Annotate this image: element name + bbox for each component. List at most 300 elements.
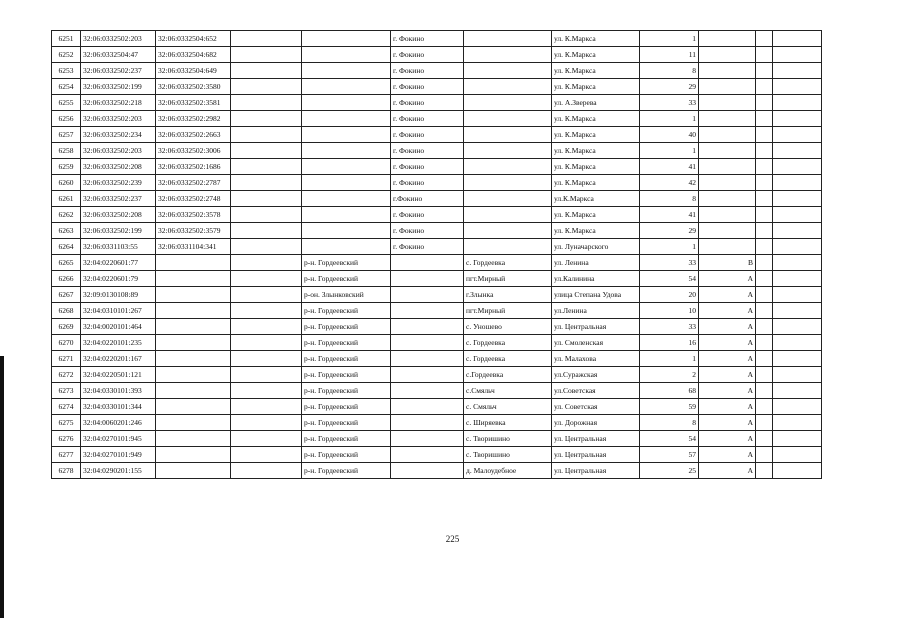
- settlement: с.Гордеевка: [464, 367, 552, 383]
- cadastral-number-2: 32:06:0332502:2748: [156, 191, 231, 207]
- empty-cell: [773, 191, 822, 207]
- empty-cell: [231, 143, 302, 159]
- empty-cell: [773, 415, 822, 431]
- settlement: г.Злынка: [464, 287, 552, 303]
- cadastral-number-2: 32:06:0332502:3578: [156, 207, 231, 223]
- settlement: с.Смяльч: [464, 383, 552, 399]
- empty-cell: [773, 143, 822, 159]
- city: [391, 447, 464, 463]
- empty-cell: [231, 303, 302, 319]
- house-number: 33: [640, 95, 699, 111]
- district: р-н. Гордеевский: [302, 367, 391, 383]
- settlement: [464, 111, 552, 127]
- category: А: [699, 431, 756, 447]
- scan-edge: [0, 356, 4, 618]
- settlement: [464, 239, 552, 255]
- district: р-он. Злынковский: [302, 287, 391, 303]
- house-number: 40: [640, 127, 699, 143]
- cadastral-number: 32:06:0332502:208: [81, 207, 156, 223]
- cadastral-number: 32:06:0332502:199: [81, 79, 156, 95]
- empty-cell: [231, 111, 302, 127]
- city: г.Фокино: [391, 191, 464, 207]
- category: А: [699, 303, 756, 319]
- street: ул. К.Маркса: [552, 111, 640, 127]
- city: г. Фокино: [391, 47, 464, 63]
- street: ул. Ленина: [552, 255, 640, 271]
- table-row: [52, 399, 822, 415]
- city: [391, 463, 464, 479]
- category: [699, 207, 756, 223]
- street: ул. К.Маркса: [552, 159, 640, 175]
- district: [302, 79, 391, 95]
- empty-cell: [231, 287, 302, 303]
- house-number: 41: [640, 207, 699, 223]
- settlement: [464, 143, 552, 159]
- district: [302, 159, 391, 175]
- cadastral-number-2: [156, 415, 231, 431]
- district: р-н. Гордеевский: [302, 303, 391, 319]
- cadastral-number-2: 32:06:0332502:3581: [156, 95, 231, 111]
- cadastral-number: 32:06:0332504:47: [81, 47, 156, 63]
- empty-cell: [231, 239, 302, 255]
- empty-cell: [756, 239, 773, 255]
- street: ул. Луначарского: [552, 239, 640, 255]
- cadastral-number: 32:04:0060201:246: [81, 415, 156, 431]
- cadastral-number-2: 32:06:0332504:652: [156, 31, 231, 47]
- street: ул.К.Маркса: [552, 191, 640, 207]
- cadastral-number: 32:04:0220201:167: [81, 351, 156, 367]
- cadastral-number: 32:06:0331103:55: [81, 239, 156, 255]
- category: А: [699, 271, 756, 287]
- empty-cell: [231, 431, 302, 447]
- cadastral-number: 32:04:0220101:235: [81, 335, 156, 351]
- settlement: с. Гордеевка: [464, 335, 552, 351]
- table-row: [52, 319, 822, 335]
- district: [302, 63, 391, 79]
- street: ул. К.Маркса: [552, 79, 640, 95]
- city: г. Фокино: [391, 111, 464, 127]
- empty-cell: [773, 175, 822, 191]
- cadastral-number: 32:06:0332502:203: [81, 143, 156, 159]
- empty-cell: [231, 191, 302, 207]
- cadastral-number: 32:04:0270101:949: [81, 447, 156, 463]
- district: [302, 223, 391, 239]
- cadastral-number-2: [156, 271, 231, 287]
- table-row: [52, 159, 822, 175]
- table-row: [52, 63, 822, 79]
- empty-cell: [773, 223, 822, 239]
- empty-cell: [756, 47, 773, 63]
- city: [391, 351, 464, 367]
- settlement: [464, 127, 552, 143]
- city: г. Фокино: [391, 127, 464, 143]
- category: А: [699, 351, 756, 367]
- cadastral-number: 32:04:0220501:121: [81, 367, 156, 383]
- empty-cell: [231, 159, 302, 175]
- empty-cell: [756, 399, 773, 415]
- settlement: [464, 191, 552, 207]
- cadastral-number: 32:06:0332502:203: [81, 31, 156, 47]
- table-row: [52, 367, 822, 383]
- house-number: 11: [640, 47, 699, 63]
- empty-cell: [231, 367, 302, 383]
- empty-cell: [231, 383, 302, 399]
- category: [699, 159, 756, 175]
- empty-cell: [756, 63, 773, 79]
- district: р-н. Гордеевский: [302, 319, 391, 335]
- house-number: 10: [640, 303, 699, 319]
- house-number: 33: [640, 319, 699, 335]
- row-number: 6268: [52, 303, 81, 319]
- cadastral-number-2: 32:06:0332502:3579: [156, 223, 231, 239]
- street: ул. Советская: [552, 399, 640, 415]
- cadastral-number-2: [156, 351, 231, 367]
- empty-cell: [773, 319, 822, 335]
- settlement: пгт.Мирный: [464, 303, 552, 319]
- street: ул.Ленина: [552, 303, 640, 319]
- cadastral-number-2: 32:06:0332502:3580: [156, 79, 231, 95]
- category: [699, 95, 756, 111]
- table-row: [52, 271, 822, 287]
- row-number: 6266: [52, 271, 81, 287]
- cadastral-number: 32:06:0332502:234: [81, 127, 156, 143]
- category: [699, 127, 756, 143]
- street: ул. К.Маркса: [552, 175, 640, 191]
- district: р-н. Гордеевский: [302, 335, 391, 351]
- category: А: [699, 447, 756, 463]
- settlement: [464, 95, 552, 111]
- street: ул. Центральная: [552, 447, 640, 463]
- row-number: 6274: [52, 399, 81, 415]
- row-number: 6253: [52, 63, 81, 79]
- house-number: 8: [640, 415, 699, 431]
- category: А: [699, 415, 756, 431]
- row-number: 6273: [52, 383, 81, 399]
- settlement: [464, 175, 552, 191]
- empty-cell: [773, 111, 822, 127]
- district: р-н. Гордеевский: [302, 399, 391, 415]
- table-row: [52, 175, 822, 191]
- empty-cell: [756, 383, 773, 399]
- empty-cell: [773, 367, 822, 383]
- cadastral-number-2: 32:06:0332502:1686: [156, 159, 231, 175]
- district: р-н. Гордеевский: [302, 351, 391, 367]
- district: р-н. Гордеевский: [302, 383, 391, 399]
- cadastral-number-2: [156, 319, 231, 335]
- house-number: 1: [640, 351, 699, 367]
- empty-cell: [773, 447, 822, 463]
- row-number: 6256: [52, 111, 81, 127]
- district: р-н. Гордеевский: [302, 447, 391, 463]
- settlement: д. Малоудебное: [464, 463, 552, 479]
- city: [391, 287, 464, 303]
- house-number: 8: [640, 191, 699, 207]
- table-row: [52, 415, 822, 431]
- house-number: 1: [640, 239, 699, 255]
- empty-cell: [773, 95, 822, 111]
- category: [699, 63, 756, 79]
- table-row: [52, 303, 822, 319]
- cadastral-number: 32:06:0332502:237: [81, 63, 156, 79]
- table-row: [52, 31, 822, 47]
- category: [699, 175, 756, 191]
- table-row: [52, 127, 822, 143]
- row-number: 6261: [52, 191, 81, 207]
- settlement: [464, 159, 552, 175]
- empty-cell: [773, 431, 822, 447]
- empty-cell: [231, 399, 302, 415]
- empty-cell: [773, 127, 822, 143]
- house-number: 54: [640, 431, 699, 447]
- street: ул. К.Маркса: [552, 127, 640, 143]
- row-number: 6258: [52, 143, 81, 159]
- cadastral-number: 32:04:0330101:344: [81, 399, 156, 415]
- row-number: 6255: [52, 95, 81, 111]
- cadastral-number-2: [156, 431, 231, 447]
- house-number: 42: [640, 175, 699, 191]
- empty-cell: [773, 351, 822, 367]
- empty-cell: [756, 463, 773, 479]
- settlement: с. Гордеевка: [464, 255, 552, 271]
- empty-cell: [773, 159, 822, 175]
- district: [302, 175, 391, 191]
- empty-cell: [756, 447, 773, 463]
- district: р-н. Гордеевский: [302, 431, 391, 447]
- street: ул. Центральная: [552, 319, 640, 335]
- cadastral-number-2: 32:06:0332502:3006: [156, 143, 231, 159]
- empty-cell: [231, 335, 302, 351]
- settlement: с. Творишино: [464, 447, 552, 463]
- district: р-н. Гордеевский: [302, 255, 391, 271]
- district: [302, 143, 391, 159]
- table-row: [52, 143, 822, 159]
- table-row: [52, 447, 822, 463]
- row-number: 6257: [52, 127, 81, 143]
- city: г. Фокино: [391, 159, 464, 175]
- empty-cell: [756, 287, 773, 303]
- district: [302, 31, 391, 47]
- empty-cell: [756, 191, 773, 207]
- row-number: 6262: [52, 207, 81, 223]
- house-number: 68: [640, 383, 699, 399]
- table-row: [52, 191, 822, 207]
- page-number: 225: [445, 534, 460, 544]
- row-number: 6272: [52, 367, 81, 383]
- row-number: 6251: [52, 31, 81, 47]
- settlement: [464, 63, 552, 79]
- district: [302, 207, 391, 223]
- empty-cell: [773, 303, 822, 319]
- empty-cell: [231, 415, 302, 431]
- house-number: 41: [640, 159, 699, 175]
- cadastral-number: 32:04:0270101:945: [81, 431, 156, 447]
- table-row: [52, 351, 822, 367]
- house-number: 29: [640, 79, 699, 95]
- empty-cell: [756, 367, 773, 383]
- city: г. Фокино: [391, 175, 464, 191]
- table-row: [52, 95, 822, 111]
- table-row: [52, 239, 822, 255]
- row-number: 6271: [52, 351, 81, 367]
- cadastral-number-2: [156, 255, 231, 271]
- settlement: [464, 223, 552, 239]
- city: г. Фокино: [391, 79, 464, 95]
- cadastral-number: 32:04:0220601:79: [81, 271, 156, 287]
- category: [699, 111, 756, 127]
- row-number: 6275: [52, 415, 81, 431]
- empty-cell: [773, 79, 822, 95]
- cadastral-number-2: 32:06:0331104:341: [156, 239, 231, 255]
- empty-cell: [231, 207, 302, 223]
- street: ул. К.Маркса: [552, 63, 640, 79]
- city: [391, 383, 464, 399]
- row-number: 6264: [52, 239, 81, 255]
- street: ул. К.Маркса: [552, 47, 640, 63]
- cadastral-number: 32:09:0130108:89: [81, 287, 156, 303]
- empty-cell: [756, 351, 773, 367]
- street: ул. К.Маркса: [552, 143, 640, 159]
- house-number: 29: [640, 223, 699, 239]
- city: [391, 303, 464, 319]
- empty-cell: [231, 351, 302, 367]
- empty-cell: [773, 463, 822, 479]
- house-number: 20: [640, 287, 699, 303]
- settlement: с. Ширяевка: [464, 415, 552, 431]
- city: [391, 271, 464, 287]
- empty-cell: [756, 143, 773, 159]
- row-number: 6254: [52, 79, 81, 95]
- category: А: [699, 287, 756, 303]
- empty-cell: [231, 47, 302, 63]
- cadastral-number-2: [156, 303, 231, 319]
- table-row: [52, 383, 822, 399]
- empty-cell: [756, 31, 773, 47]
- cadastral-number-2: 32:06:0332502:2982: [156, 111, 231, 127]
- settlement: с. Гордеевка: [464, 351, 552, 367]
- empty-cell: [773, 239, 822, 255]
- settlement: [464, 79, 552, 95]
- table-row: [52, 207, 822, 223]
- category: А: [699, 463, 756, 479]
- category: А: [699, 335, 756, 351]
- empty-cell: [756, 335, 773, 351]
- cadastral-number: 32:04:0310101:267: [81, 303, 156, 319]
- category: [699, 47, 756, 63]
- empty-cell: [756, 415, 773, 431]
- empty-cell: [756, 127, 773, 143]
- street: ул. К.Маркса: [552, 223, 640, 239]
- district: р-н. Гордеевский: [302, 463, 391, 479]
- house-number: 57: [640, 447, 699, 463]
- category: [699, 191, 756, 207]
- settlement: пгт.Мирный: [464, 271, 552, 287]
- row-number: 6263: [52, 223, 81, 239]
- city: г. Фокино: [391, 31, 464, 47]
- street: ул.Советская: [552, 383, 640, 399]
- district: р-н. Гордеевский: [302, 415, 391, 431]
- city: [391, 335, 464, 351]
- cadastral-number: 32:06:0332502:239: [81, 175, 156, 191]
- empty-cell: [773, 31, 822, 47]
- table-row: [52, 79, 822, 95]
- city: [391, 415, 464, 431]
- settlement: с. Уношево: [464, 319, 552, 335]
- street: ул. Дорожная: [552, 415, 640, 431]
- table-row: [52, 335, 822, 351]
- empty-cell: [756, 303, 773, 319]
- row-number: 6270: [52, 335, 81, 351]
- district: [302, 191, 391, 207]
- row-number: 6276: [52, 431, 81, 447]
- row-number: 6265: [52, 255, 81, 271]
- district: [302, 111, 391, 127]
- empty-cell: [756, 207, 773, 223]
- street: ул. К.Маркса: [552, 207, 640, 223]
- cadastral-number: 32:04:0220601:77: [81, 255, 156, 271]
- street: ул.Калинина: [552, 271, 640, 287]
- city: г. Фокино: [391, 143, 464, 159]
- empty-cell: [231, 463, 302, 479]
- street: ул. Малахова: [552, 351, 640, 367]
- street: ул.Суражская: [552, 367, 640, 383]
- category: А: [699, 399, 756, 415]
- settlement: [464, 31, 552, 47]
- street: ул. Центральная: [552, 463, 640, 479]
- street: ул. Центральная: [552, 431, 640, 447]
- city: г. Фокино: [391, 207, 464, 223]
- empty-cell: [231, 447, 302, 463]
- house-number: 1: [640, 111, 699, 127]
- empty-cell: [231, 63, 302, 79]
- empty-cell: [756, 95, 773, 111]
- cadastral-number-2: [156, 399, 231, 415]
- house-number: 1: [640, 143, 699, 159]
- empty-cell: [231, 79, 302, 95]
- row-number: 6252: [52, 47, 81, 63]
- district: [302, 239, 391, 255]
- city: г. Фокино: [391, 223, 464, 239]
- cadastral-number-2: [156, 287, 231, 303]
- street: ул. Смоленская: [552, 335, 640, 351]
- table-row: [52, 255, 822, 271]
- category: А: [699, 319, 756, 335]
- row-number: 6260: [52, 175, 81, 191]
- empty-cell: [231, 175, 302, 191]
- empty-cell: [231, 127, 302, 143]
- empty-cell: [756, 271, 773, 287]
- row-number: 6267: [52, 287, 81, 303]
- empty-cell: [773, 383, 822, 399]
- cadastral-number: 32:06:0332502:208: [81, 159, 156, 175]
- empty-cell: [773, 47, 822, 63]
- house-number: 16: [640, 335, 699, 351]
- empty-cell: [756, 175, 773, 191]
- house-number: 25: [640, 463, 699, 479]
- cadastral-number-2: [156, 383, 231, 399]
- settlement: [464, 207, 552, 223]
- table-row: [52, 463, 822, 479]
- category: [699, 223, 756, 239]
- house-number: 8: [640, 63, 699, 79]
- empty-cell: [756, 111, 773, 127]
- house-number: 59: [640, 399, 699, 415]
- table-row: [52, 47, 822, 63]
- city: [391, 399, 464, 415]
- city: г. Фокино: [391, 63, 464, 79]
- empty-cell: [231, 31, 302, 47]
- cadastral-number-2: 32:06:0332502:2787: [156, 175, 231, 191]
- cadastral-number-2: 32:06:0332502:2663: [156, 127, 231, 143]
